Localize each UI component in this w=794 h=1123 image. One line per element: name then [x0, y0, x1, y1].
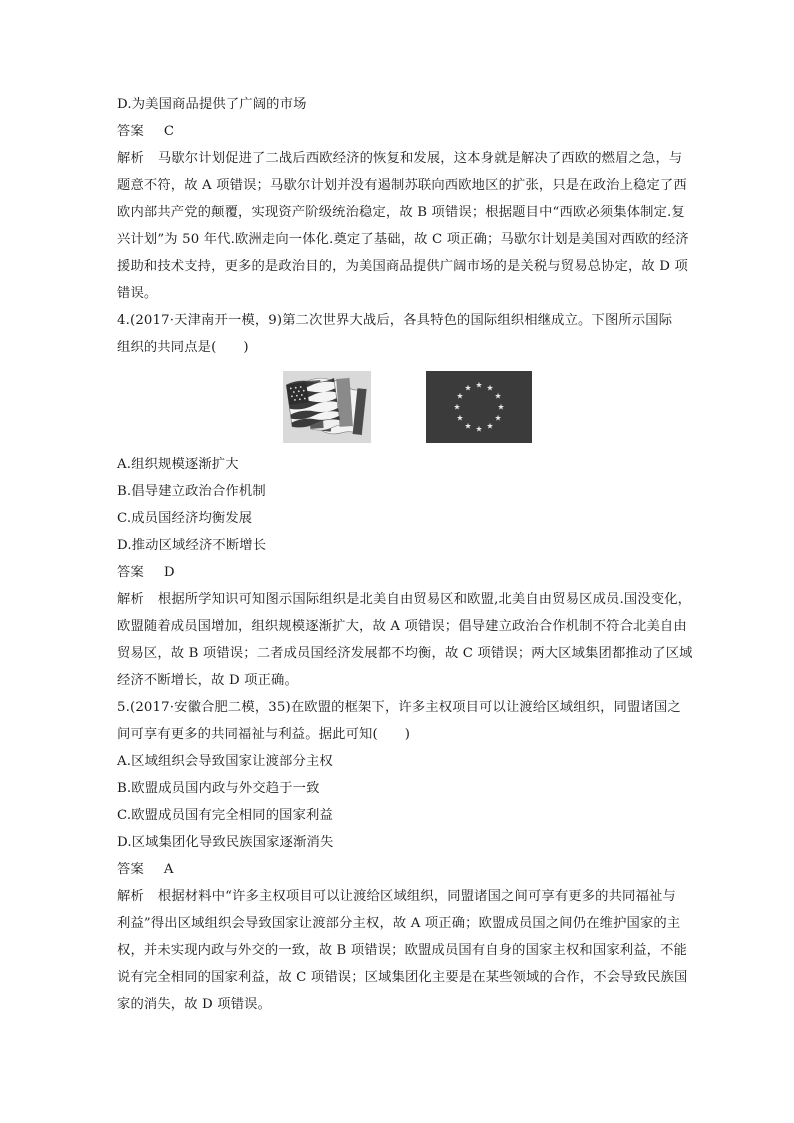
- q5-option-b: B.欧盟成员国内政与外交趋于一致: [117, 781, 320, 796]
- nafta-flags-icon: [283, 371, 371, 443]
- q5-analysis-line-5: 家的消失，故 D 项错误。: [117, 997, 272, 1012]
- q5-answer: [117, 856, 707, 883]
- analysis-label: 解析: [117, 889, 144, 904]
- q4-option-d: D.推动区域经济不断增长: [117, 538, 267, 553]
- q3-analysis-line-1: 解析 马歇尔计划促进了二战后西欧经济的恢复和发展，这本身就是解决了西欧的燃眉之急，与: [117, 151, 683, 166]
- q5-analysis-line-4: 说有完全相同的国家利益，故 C 项错误；区域集团化主要是在某些领域的合作，不会导致民族国: [117, 970, 688, 985]
- answer-value: D: [163, 565, 175, 580]
- q3-option-d: D.为美国商品提供了广阔的市场: [117, 97, 307, 112]
- q4-stem-line-2: 组织的共同点是( ): [117, 340, 249, 355]
- q5-option-c: C.欧盟成员国有完全相同的国家利益: [117, 808, 333, 823]
- answer-value: C: [163, 124, 175, 139]
- q4-option-a: A.组织规模逐渐扩大: [117, 457, 239, 472]
- q4-analysis-line-1: 解析 根据所学知识可知图示国际组织是北美自由贸易区和欧盟,北美自由贸易区成员.国没变化，: [117, 592, 692, 607]
- q5-analysis-line-2: 利益”得出区域组织会导致国家让渡部分主权，故 A 项正确；欧盟成员国之间仍在维护国家的主: [117, 916, 681, 931]
- q3-analysis-line-6: 错误。: [117, 286, 158, 301]
- q3-analysis-line-5: 援助和技术支持，更多的是政治目的，为美国商品提供广阔市场的是关税与贸易总协定，故 D 项: [117, 259, 688, 274]
- answer-label: 答案: [117, 862, 144, 877]
- q3-tail: [117, 91, 707, 361]
- q5-option-a: A.区域组织会导致国家让渡部分主权: [117, 754, 333, 769]
- analysis-label: 解析: [117, 151, 144, 166]
- q4-analysis-line-4: 经济不断增长，故 D 项正确。: [117, 673, 298, 688]
- q3-analysis-line-3: 欧内部共产党的颠覆，实现资产阶级统治稳定，故 B 项错误；根据题目中“西欧必须集体制定.复: [117, 205, 685, 220]
- q4-stem-line-1: 4.(2017·天津南开一模，9)第二次世界大战后，各具特色的国际组织相继成立。下图所示国际: [117, 313, 673, 328]
- nafta-flags-image: [283, 371, 371, 443]
- q3-answer: [117, 118, 707, 145]
- answer-label: 答案: [117, 565, 144, 580]
- q5-analysis-line-3: 权，并未实现内政与外交的一致，故 B 项错误；欧盟成员国有自身的国家主权和国家利益，不能: [117, 943, 687, 958]
- q4-option-c: C.成员国经济均衡发展: [117, 511, 253, 526]
- q5-stem-line-2: 间可享有更多的共同福祉与利益。据此可知( ): [117, 727, 411, 742]
- q4-body: [117, 451, 707, 1018]
- q4-figures: [0, 371, 794, 443]
- q4-analysis-line-3: 贸易区，故 B 项错误；二者成员国经济发展都不均衡，故 C 项错误；两大区域集团都推动了区域: [117, 646, 693, 661]
- q4-answer: [117, 559, 707, 586]
- q4-analysis-line-2: 欧盟随着成员国增加，组织规模逐渐扩大，故 A 项错误；倡导建立政治合作机制不符合北美自由: [117, 619, 687, 634]
- answer-value: A: [163, 862, 174, 877]
- analysis-label: 解析: [117, 592, 144, 607]
- eu-flag-image: [426, 371, 532, 443]
- q4-option-b: B.倡导建立政治合作机制: [117, 484, 266, 499]
- q5-option-d: D.区域集团化导致民族国家逐渐消失: [117, 835, 334, 850]
- q3-analysis-line-2: 题意不符，故 A 项错误；马歇尔计划并没有遏制苏联向西欧地区的扩张，只是在政治上稳定了西: [117, 178, 687, 193]
- eu-flag-icon: [426, 371, 532, 443]
- q3-analysis-line-4: 兴计划”为 50 年代.欧洲走向一体化.奠定了基础，故 C 项正确；马歇尔计划是美国对西欧的经济: [117, 232, 689, 247]
- q5-stem-line-1: 5.(2017·安徽合肥二模，35)在欧盟的框架下，许多主权项目可以让渡给区域组织，同盟诸国之: [117, 700, 681, 715]
- quoted-material: 许多主权项目可以让渡给区域组织: [232, 889, 434, 904]
- answer-label: 答案: [117, 124, 144, 139]
- q5-analysis-line-1: 解析 根据材料中“许多主权项目可以让渡给区域组织，同盟诸国之间可享有更多的共同福祉与: [117, 889, 676, 904]
